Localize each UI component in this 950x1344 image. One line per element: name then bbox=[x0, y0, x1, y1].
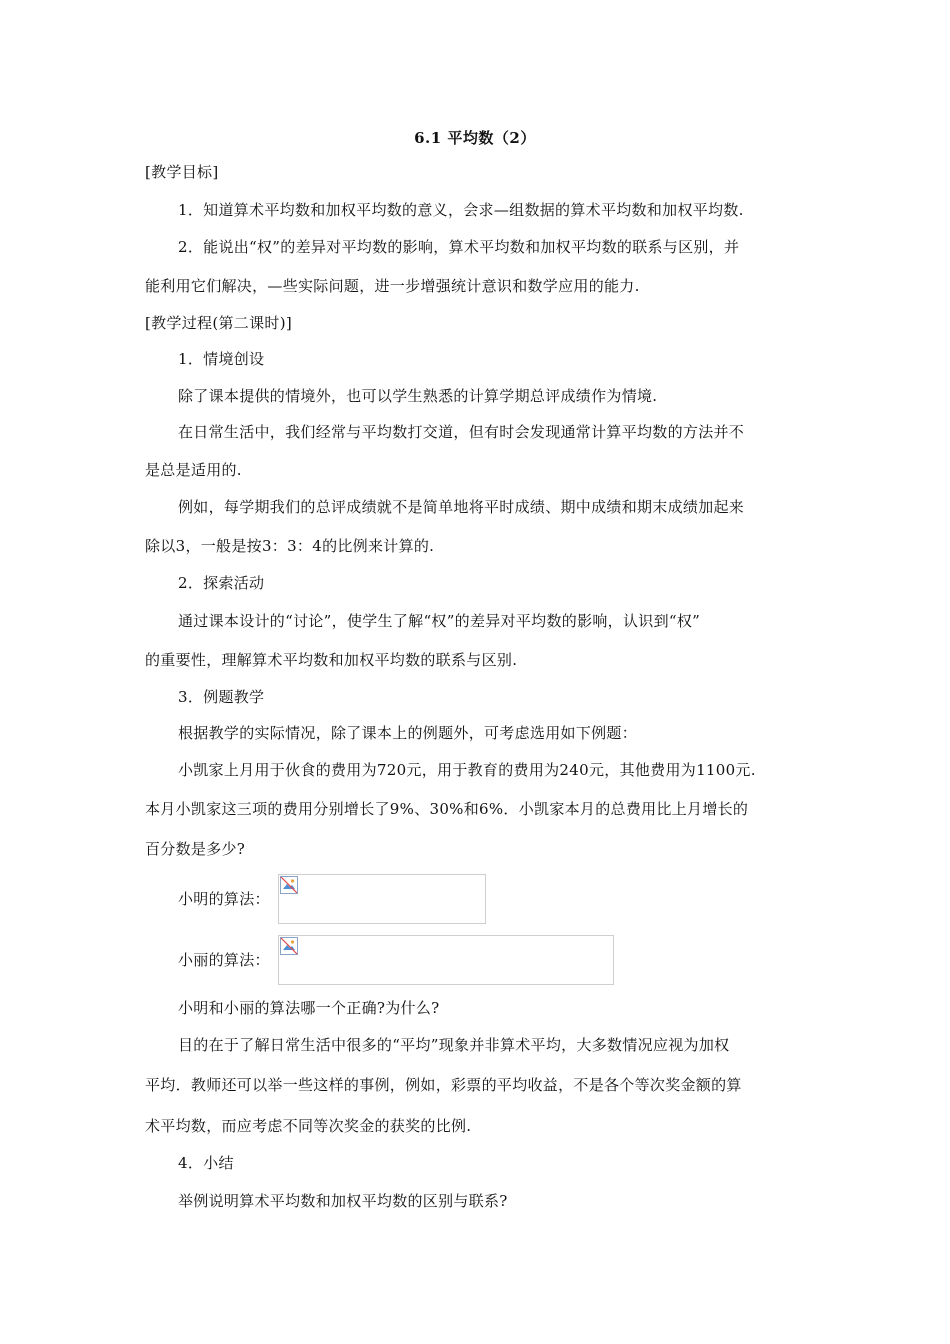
paragraph-6-line-1: 小凯家上月用于伙食的费用为720元，用于教育的费用为240元，其他费用为1100元. bbox=[178, 761, 756, 779]
paragraph-4-line-2: 的重要性，理解算术平均数和加权平均数的联系与区别. bbox=[145, 651, 518, 669]
xiaoli-method-label: 小丽的算法： bbox=[178, 951, 270, 969]
paragraph-8: 举例说明算术平均数和加权平均数的区别与联系? bbox=[178, 1192, 508, 1210]
page-title: 6.1 平均数（2） bbox=[414, 129, 536, 147]
paragraph-7-line-2: 平均．教师还可以举一些这样的事例，例如，彩票的平均收益，不是各个等次奖金额的算 bbox=[145, 1076, 742, 1094]
paragraph-3-line-2: 除以3，一般是按3：3：4的比例来计算的. bbox=[145, 537, 435, 555]
paragraph-2-line-1: 在日常生活中，我们经常与平均数打交道，但有时会发现通常计算平均数的方法并不 bbox=[178, 423, 745, 441]
xiaoli-formula-image bbox=[278, 935, 614, 985]
question: 小明和小丽的算法哪一个正确?为什么? bbox=[178, 999, 440, 1017]
step-4-heading: 4．小结 bbox=[178, 1154, 234, 1172]
broken-image-icon bbox=[280, 876, 298, 894]
broken-image-icon bbox=[280, 937, 298, 955]
xiaoming-formula-image bbox=[278, 874, 486, 924]
paragraph-1: 除了课本提供的情境外，也可以学生熟悉的计算学期总评成绩作为情境. bbox=[178, 387, 658, 405]
xiaoming-method-label: 小明的算法： bbox=[178, 890, 270, 908]
paragraph-3-line-1: 例如，每学期我们的总评成绩就不是简单地将平时成绩、期中成绩和期末成绩加起来 bbox=[178, 498, 745, 516]
goal-2-line-1: 2．能说出“权”的差异对平均数的影响，算术平均数和加权平均数的联系与区别，并 bbox=[178, 238, 740, 256]
paragraph-7-line-1: 目的在于了解日常生活中很多的“平均”现象并非算术平均，大多数情况应视为加权 bbox=[178, 1036, 730, 1054]
step-1-heading: 1．情境创设 bbox=[178, 350, 265, 368]
paragraph-7-line-3: 术平均数，而应考虑不同等次奖金的获奖的比例. bbox=[145, 1117, 472, 1135]
step-2-heading: 2．探索活动 bbox=[178, 574, 265, 592]
goals-heading: [教学目标] bbox=[145, 163, 219, 181]
goal-2-line-2: 能利用它们解决，—些实际问题，进一步增强统计意识和数学应用的能力. bbox=[145, 277, 640, 295]
goal-1: 1．知道算术平均数和加权平均数的意义，会求—组数据的算术平均数和加权平均数. bbox=[178, 201, 744, 219]
paragraph-2-line-2: 是总是适用的. bbox=[145, 461, 242, 479]
paragraph-6-line-3: 百分数是多少? bbox=[145, 840, 246, 858]
step-3-heading: 3．例题教学 bbox=[178, 688, 265, 706]
paragraph-5: 根据教学的实际情况，除了课本上的例题外，可考虑选用如下例题： bbox=[178, 724, 638, 742]
paragraph-4-line-1: 通过课本设计的“讨论”，使学生了解“权”的差异对平均数的影响，认识到“权” bbox=[178, 612, 701, 630]
paragraph-6-line-2: 本月小凯家这三项的费用分别增长了9%、30%和6%．小凯家本月的总费用比上月增长的 bbox=[145, 800, 749, 818]
process-heading: [教学过程(第二课时)] bbox=[145, 314, 293, 332]
